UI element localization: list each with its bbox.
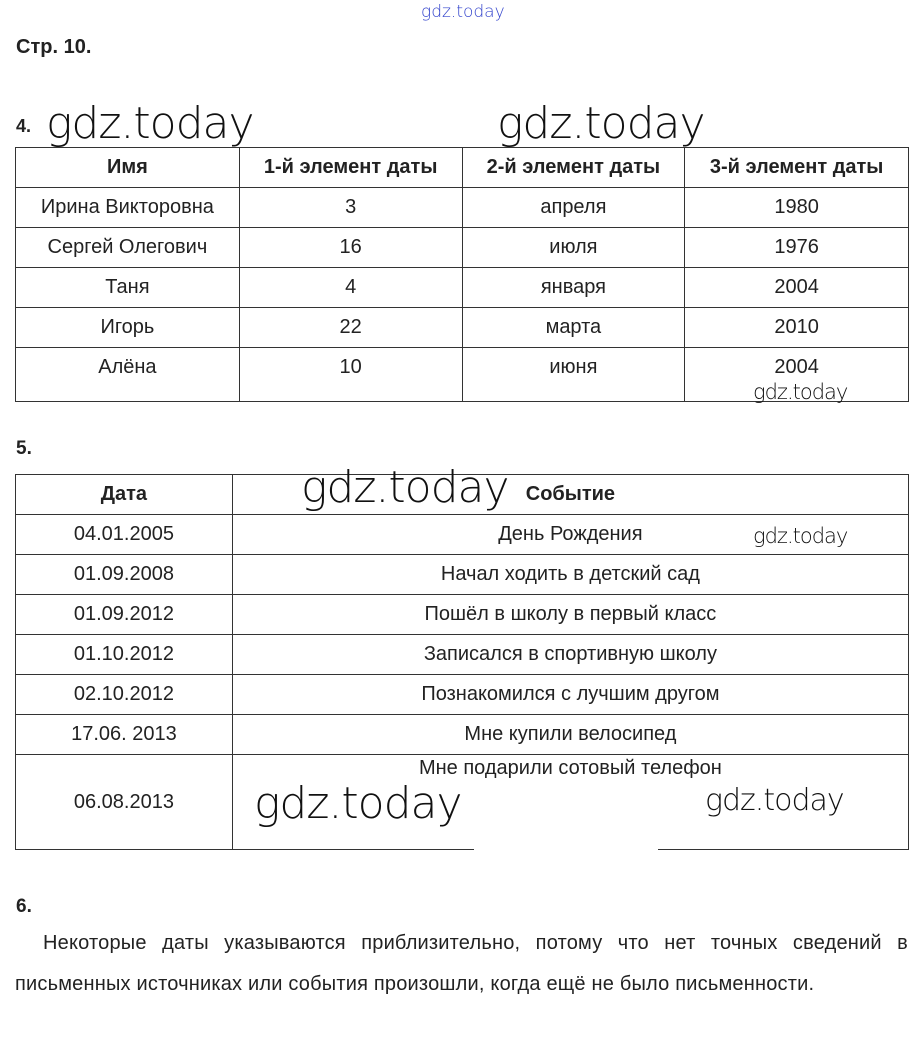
cell-month: января [462,268,685,308]
cell-year: 1976 [685,228,909,268]
cell-month: апреля [462,188,685,228]
task-6-answer: Некоторые даты указываются приблизительно, потому что нет точных сведений в письменных источниках или события произошли, когда ещё не было письменности. [15,932,908,995]
cell-name: Сергей Олегович [16,228,240,268]
table-row [16,308,909,348]
watermark-top: gdz.today [421,2,505,22]
cell-event: Мне купили велосипед [232,715,908,755]
cell-event: День Рождения [232,515,908,555]
cell-date: 17.06. 2013 [16,715,233,755]
watermark: gdz.today [753,380,848,404]
task-4-number: 4. [16,116,32,136]
header-name: Имя [16,148,240,188]
cell-event: Записался в спортивную школу [232,635,908,675]
watermark: gdz.today [254,778,462,829]
task-5-number: 5. [16,438,32,459]
cell-date: 02.10.2012 [16,675,233,715]
cell-date: 06.08.2013 [16,755,233,850]
cell-day: 16 [239,228,462,268]
cell-month: июня [462,348,685,402]
table-row [16,555,909,595]
cell-name: Алёна [16,348,240,402]
watermark: gdz.today [497,98,705,149]
cell-date: 01.09.2008 [16,555,233,595]
dates-elements-table [15,147,909,402]
cell-event: Познакомился с лучшим другом [232,675,908,715]
cell-year: 1980 [685,188,909,228]
watermark: gdz.today [705,783,844,818]
cell-name: Ирина Викторовна [16,188,240,228]
header-event: Событие [232,475,908,515]
table-row [16,268,909,308]
table-row [16,188,909,228]
cell-year: 2004 [685,348,909,402]
cell-day: 10 [239,348,462,402]
cell-name: Таня [16,268,240,308]
table-row [16,595,909,635]
table-row [16,675,909,715]
table-row [16,715,909,755]
task-6-number: 6. [16,896,32,917]
cell-event: Пошёл в школу в первый класс [232,595,908,635]
table-row [16,228,909,268]
cell-year: 2010 [685,308,909,348]
cell-name: Игорь [16,308,240,348]
watermark: gdz.today [46,98,254,149]
header-date: Дата [16,475,233,515]
page-label: Стр. 10. [16,36,92,58]
cell-day: 4 [239,268,462,308]
header-element-2: 2-й элемент даты [462,148,685,188]
cell-event: Мне подарили сотовый телефон [232,755,908,850]
border-gap [474,846,658,854]
watermark: gdz.today [301,462,509,513]
cell-month: марта [462,308,685,348]
cell-date: 01.10.2012 [16,635,233,675]
cell-day: 3 [239,188,462,228]
table-row [16,635,909,675]
table-header-row [16,148,909,188]
cell-date: 01.09.2012 [16,595,233,635]
cell-year: 2004 [685,268,909,308]
cell-event: Начал ходить в детский сад [232,555,908,595]
cell-day: 22 [239,308,462,348]
watermark: gdz.today [753,524,848,548]
header-element-1: 1-й элемент даты [239,148,462,188]
header-element-3: 3-й элемент даты [685,148,909,188]
cell-month: июля [462,228,685,268]
cell-date: 04.01.2005 [16,515,233,555]
